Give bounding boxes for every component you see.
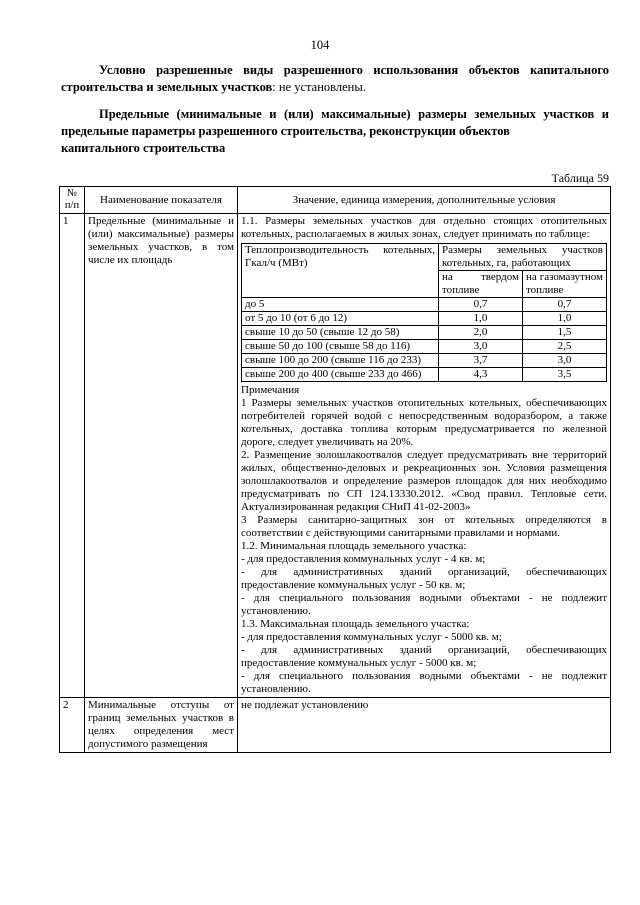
inner-header-area: Размеры земельных участков котельных, га, работающих: [439, 244, 607, 271]
inner-row: [242, 298, 607, 312]
inner-row-label: свыше 100 до 200 (свыше 116 до 233): [242, 354, 439, 368]
inner-row-gas: 1,0: [523, 312, 607, 326]
limits-heading-line1: Предельные (минимальные и (или) максимальные) размеры земельных участков и предельные параметры разрешенного строительства, реконструкции объектов: [61, 107, 609, 138]
notes-title: Примечания: [241, 384, 300, 396]
inner-row-gas: 0,7: [523, 298, 607, 312]
inner-row-solid: 2,0: [439, 326, 523, 340]
inner-row-solid: 1,0: [439, 312, 523, 326]
row-value: [238, 214, 611, 698]
header-name: Наименование показателя: [85, 187, 238, 214]
note-item: 2. Размещение золошлакоотвалов следует предусматривать вне территорий жилых, общественно-деловых и рекреационных зон. Условия размещения золошлакоотвалов и определение размеров площадок для них необходимо предусматривать по СП 124.13330.2012. «Свод правил. Тепловые сети. Актуализированная редакция СНиП 41-02-2003»: [241, 449, 607, 513]
inner-row-gas: 3,5: [523, 368, 607, 382]
row-name-text: Минимальные отступы от границ земельных участков в целях определения мест допустимого размещения: [88, 699, 234, 750]
inner-row: [242, 326, 607, 340]
inner-row-label: свыше 200 до 400 (свыше 233 до 466): [242, 368, 439, 382]
inner-row-solid: 3,0: [439, 340, 523, 354]
min-area-item: - для специального пользования водными объектами - не подлежит установлению.: [241, 592, 607, 617]
inner-header-gas: на газомазутном топливе: [523, 271, 607, 298]
row-name: [85, 698, 238, 753]
inner-row-gas: 3,0: [523, 354, 607, 368]
page-number: 104: [310, 38, 330, 52]
area-intro: 1.1. Размеры земельных участков для отдельно стоящих отопительных котельных, располагаемых в жилых зонах, следует принимать по таблице:: [241, 215, 607, 240]
conditional-uses-heading: Условно разрешенные виды разрешенного использования объектов капитального строительства и земельных участков: [61, 63, 609, 94]
min-area-title: 1.2. Минимальная площадь земельного участка:: [241, 540, 467, 552]
row-value: не подлежат установлению: [238, 698, 611, 753]
inner-row: [242, 354, 607, 368]
inner-row-solid: 4,3: [439, 368, 523, 382]
inner-row-gas: 2,5: [523, 340, 607, 354]
max-area-item: - для предоставления коммунальных услуг - 5000 кв. м;: [241, 631, 502, 643]
table-row: [60, 214, 611, 698]
inner-row-solid: 0,7: [439, 298, 523, 312]
inner-row: [242, 340, 607, 354]
inner-row-label: свыше 10 до 50 (свыше 12 до 58): [242, 326, 439, 340]
note-item: 3 Размеры санитарно-защитных зон от котельных определяются в соответствии с действующими санитарными правилами и нормами.: [241, 514, 607, 539]
note-item: 1 Размеры земельных участков отопительных котельных, обеспечивающих потребителей горячей водой с непосредственным водоразбором, а также котельных, доставка топлива которым предусматривается по железной дороге, следует увеличивать на 20%.: [241, 397, 607, 448]
max-area-item: - для специального пользования водными объектами - не подлежит установлению.: [241, 670, 607, 695]
inner-header-capacity: Теплопроизводительность котельных, Гкал/ч (МВт): [242, 244, 439, 298]
inner-row-solid: 3,7: [439, 354, 523, 368]
min-area-item: - для административных зданий организаций, обеспечивающих предоставление коммунальных услуг - 50 кв. м;: [241, 566, 607, 591]
inner-header-solid: на твердом топливе: [439, 271, 523, 298]
inner-row: [242, 368, 607, 382]
limits-heading: [61, 106, 609, 157]
inner-row: [242, 312, 607, 326]
inner-row-label: свыше 50 до 100 (свыше 58 до 116): [242, 340, 439, 354]
boiler-area-table: [241, 243, 607, 382]
row-num: 2: [60, 698, 85, 753]
table-caption: Таблица 59: [551, 171, 609, 185]
inner-row-gas: 1,5: [523, 326, 607, 340]
inner-row-label: до 5: [242, 298, 439, 312]
header-num: № п/п: [60, 187, 85, 214]
max-area-item: - для административных зданий организаций, обеспечивающих предоставление коммунальных услуг - 5000 кв. м;: [241, 644, 607, 669]
limits-heading-line2: капитального строительства: [61, 141, 226, 155]
parameters-table: [59, 186, 611, 753]
max-area-title: 1.3. Максимальная площадь земельного участка:: [241, 618, 470, 630]
conditional-uses-value: : не установлены.: [272, 80, 366, 94]
header-value: Значение, единица измерения, дополнительные условия: [238, 187, 611, 214]
min-area-item: - для предоставления коммунальных услуг - 4 кв. м;: [241, 553, 486, 565]
conditional-uses-paragraph: [61, 62, 609, 96]
inner-row-label: от 5 до 10 (от 6 до 12): [242, 312, 439, 326]
row-num: 1: [60, 214, 85, 698]
table-row: [60, 698, 611, 753]
table-header-row: [60, 187, 611, 214]
row-name: Предельные (минимальные и (или) максимальные) размеры земельных участков, в том числе их площадь: [85, 214, 238, 698]
